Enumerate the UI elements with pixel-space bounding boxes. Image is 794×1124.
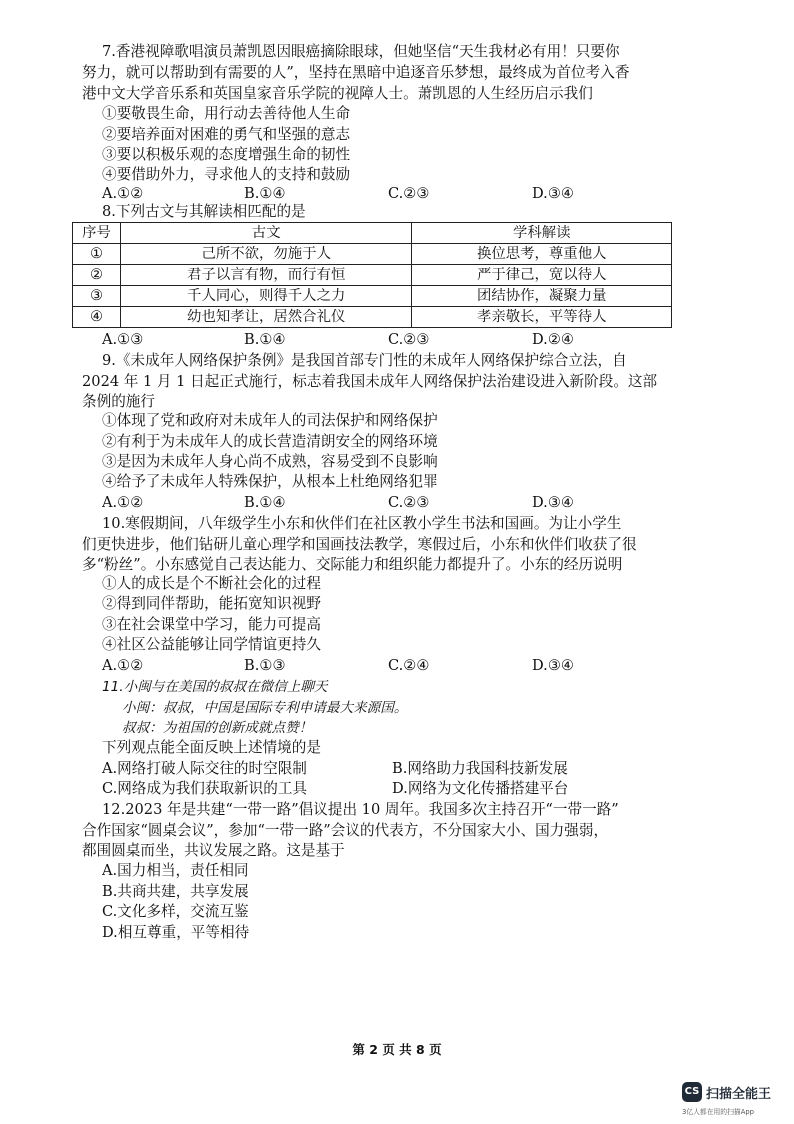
table-row [73, 265, 672, 286]
q9-stem-4: ④给予了未成年人特殊保护，从根本上杜绝网络犯罪 [102, 473, 438, 490]
q11-option-c: C.网络成为我们获取新识的工具 [102, 780, 308, 797]
q10-option-d: D.③④ [532, 657, 574, 674]
table-header-row [73, 223, 672, 244]
q12-line-1: 12.2023 年是共建“一带一路”倡议提出 10 周年。我国多次主持召开“一带一路” [102, 801, 619, 818]
q11-chat-line-2: 叔叔：为祖国的创新成就点赞！ [122, 720, 313, 736]
row-index: ④ [73, 307, 121, 328]
scanner-logo-icon: CS [682, 1082, 702, 1102]
q10-line-2: 们更快进步，他们钻研儿童心理学和国画技法教学，寒假过后，小东和伙伴们收获了很 [82, 536, 637, 553]
q10-stem-4: ④社区公益能够让同学情谊更持久 [102, 636, 321, 653]
q9-option-a: A.①② [102, 494, 144, 511]
q9-option-c: C.②③ [388, 494, 430, 511]
q7-option-c: C.②③ [388, 185, 430, 202]
q10-stem-3: ③在社会课堂中学习，能力可提高 [102, 616, 321, 633]
q9-option-b: B.①④ [244, 494, 286, 511]
row-interpretation: 换位思考，尊重他人 [412, 244, 672, 265]
q7-stem-1: ①要敬畏生命，用行动去善待他人生命 [102, 105, 351, 122]
q10-options [102, 656, 662, 676]
q9-line-2: 2024 年 1 月 1 日起正式施行，标志着我国未成年人网络保护法治建设进入新阶段。这部 [82, 373, 658, 390]
q8-option-a: A.①③ [102, 331, 144, 348]
q7-option-b: B.①④ [244, 185, 286, 202]
q11-option-a: A.网络打破人际交往的时空限制 [102, 760, 307, 777]
table-row [73, 307, 672, 328]
q10-option-a: A.①② [102, 657, 144, 674]
q8-options [102, 330, 662, 350]
q11-chat-line-1: 小闽：叔叔，中国是国际专利申请最大来源国。 [122, 700, 408, 716]
q8-option-d: D.②④ [532, 331, 574, 348]
row-index: ① [73, 244, 121, 265]
q11-option-d: D.网络为文化传播搭建平台 [392, 780, 569, 797]
q10-option-c: C.②④ [388, 657, 430, 674]
row-interpretation: 严于律己，宽以待人 [412, 265, 672, 286]
q10-line-1: 10.寒假期间，八年级学生小东和伙伴们在社区教小学生书法和国画。为让小学生 [102, 515, 622, 532]
q10-stem-1: ①人的成长是个不断社会化的过程 [102, 575, 321, 592]
q7-line-2: 努力，就可以帮助到有需要的人”，坚持在黑暗中追逐音乐梦想，最终成为首位考入香 [82, 64, 630, 81]
q10-line-3: 多“粉丝”。小东感觉自己表达能力、交际能力和组织能力都提升了。小东的经历说明 [82, 556, 623, 573]
row-index: ③ [73, 286, 121, 307]
q7-stem-4: ④要借助外力，寻求他人的支持和鼓励 [102, 166, 351, 183]
table-row [73, 244, 672, 265]
q7-stem-3: ③要以积极乐观的态度增强生命的韧性 [102, 146, 351, 163]
row-index: ② [73, 265, 121, 286]
q12-option-d: D.相互尊重，平等相待 [102, 924, 250, 941]
q12-line-3: 都围圆桌而坐，共议发展之路。这是基于 [82, 842, 345, 859]
scanner-watermark [682, 1080, 792, 1118]
q8-table [72, 222, 672, 328]
header-index: 序号 [73, 223, 121, 244]
q10-stem-2: ②得到同伴帮助，能拓宽知识视野 [102, 595, 321, 612]
q12-option-b: B.共商共建，共享发展 [102, 883, 249, 900]
q7-line-3: 港中文大学音乐系和英国皇家音乐学院的视障人士。萧凯恩的人生经历启示我们 [82, 85, 593, 102]
q7-stem-2: ②要培养面对困难的勇气和坚强的意志 [102, 126, 351, 143]
scanner-tagline: 3亿人都在用的扫描App [682, 1108, 754, 1116]
scanner-brand-name: 扫描全能王 [706, 1087, 772, 1102]
q7-line-1: 7.香港视障歌唱演员萧凯恩因眼癌摘除眼球，但她坚信“天生我材必有用！只要你 [102, 43, 620, 60]
q9-stem-3: ③是因为未成年人身心尚不成熟，容易受到不良影响 [102, 453, 438, 470]
q7-option-a: A.①② [102, 185, 144, 202]
q7-options [102, 184, 662, 204]
row-classical-text: 幼也知孝让，居然合礼仪 [120, 307, 412, 328]
q12-option-c: C.文化多样，交流互鉴 [102, 903, 249, 920]
row-interpretation: 孝亲敬长，平等待人 [412, 307, 672, 328]
q11-prompt: 下列观点能全面反映上述情境的是 [102, 739, 321, 756]
q11-option-b: B.网络助力我国科技新发展 [392, 760, 568, 777]
q12-line-2: 合作国家“圆桌会议”，参加“一带一路”会议的代表方，不分国家大小、国力强弱， [82, 822, 609, 839]
q8-option-c: C.②③ [388, 331, 430, 348]
q12-option-a: A.国力相当，责任相同 [102, 862, 249, 879]
q11-question: 11.小闽与在美国的叔叔在微信上聊天 [102, 679, 328, 695]
header-classical-text: 古文 [120, 223, 412, 244]
row-classical-text: 君子以言有物，而行有恒 [120, 265, 412, 286]
q9-stem-2: ②有利于为未成年人的成长营造清朗安全的网络环境 [102, 433, 438, 450]
q7-option-d: D.③④ [532, 185, 574, 202]
row-classical-text: 千人同心，则得千人之力 [120, 286, 412, 307]
q9-option-d: D.③④ [532, 494, 574, 511]
q9-line-1: 9.《未成年人网络保护条例》是我国首部专门性的未成年人网络保护综合立法，自 [102, 352, 627, 369]
q8-question: 8.下列古文与其解读相匹配的是 [102, 203, 306, 220]
table-row [73, 286, 672, 307]
q9-stem-1: ①体现了党和政府对未成年人的司法保护和网络保护 [102, 412, 438, 429]
q10-option-b: B.①③ [244, 657, 286, 674]
row-interpretation: 团结协作，凝聚力量 [412, 286, 672, 307]
q9-options [102, 493, 662, 513]
row-classical-text: 己所不欲，勿施于人 [120, 244, 412, 265]
header-interpretation: 学科解读 [412, 223, 672, 244]
page-number: 第 2 页 共 8 页 [352, 1042, 442, 1057]
q8-option-b: B.①④ [244, 331, 286, 348]
q9-line-3: 条例的施行 [82, 393, 155, 410]
